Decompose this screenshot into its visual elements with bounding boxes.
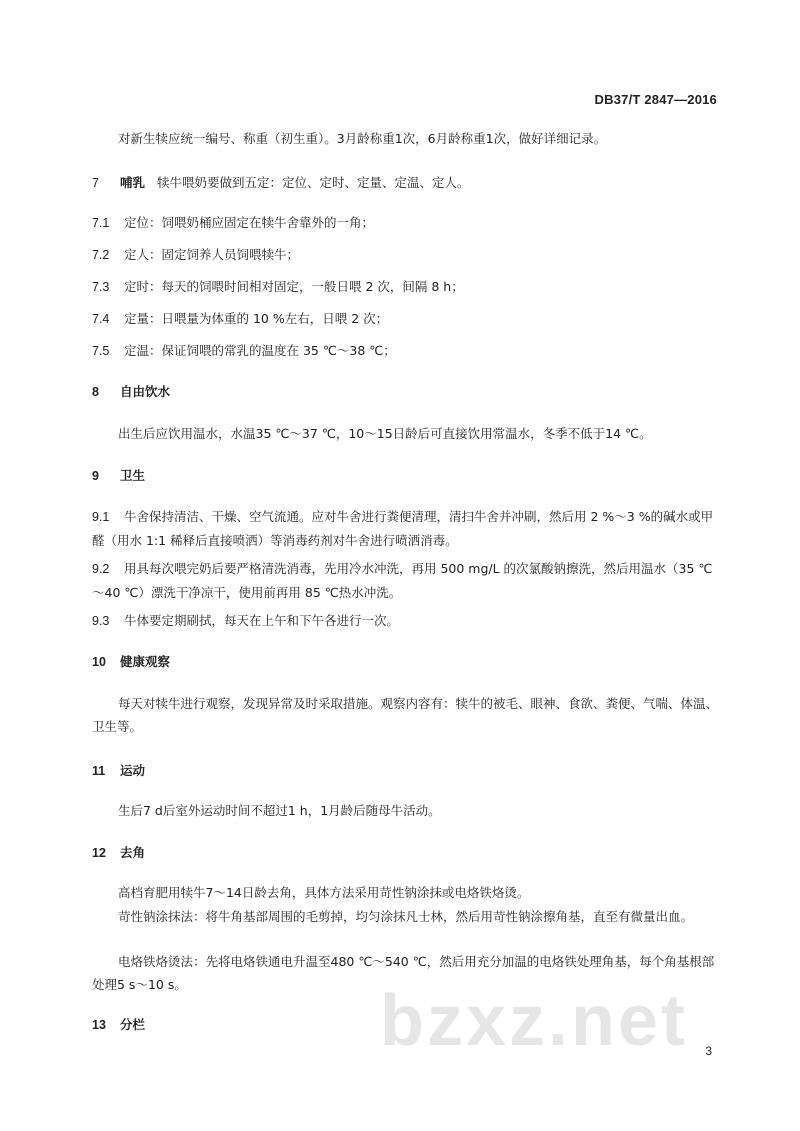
section-number: 8 <box>92 385 99 399</box>
section-title: 哺乳 <box>120 175 146 190</box>
clause-number: 7.3 <box>92 280 110 294</box>
section-12-p2: 苛性钠涂抹法：将牛角基部周围的毛剪掉，均匀涂抹凡士林，然后用苛性钠涂擦角基，直至有微量出血。 <box>118 909 694 924</box>
section-number: 10 <box>92 655 106 669</box>
document-code: DB37/T 2847—2016 <box>594 92 717 107</box>
section-number: 7 <box>92 176 99 190</box>
section-9-heading <box>92 465 722 487</box>
clause-7-2 <box>92 244 722 266</box>
clause-number: 7.5 <box>92 344 110 358</box>
section-number: 12 <box>92 846 106 860</box>
section-title: 分栏 <box>120 1017 146 1032</box>
clause-7-5 <box>92 340 722 362</box>
section-12-heading <box>92 842 722 864</box>
section-title: 卫生 <box>120 468 146 483</box>
clause-number: 7.1 <box>92 216 110 230</box>
clause-text: 牛舍保持清洁、干燥、空气流通。应对牛舍进行粪便清理，清扫牛舍并冲刷，然后用 2 %～3 %的碱水或甲醛（用水 1:1 稀释后直接喷洒）等消毒药剂对牛舍进行喷洒消毒。 <box>92 509 714 548</box>
clause-number: 7.2 <box>92 248 110 262</box>
section-8-heading <box>92 381 722 403</box>
clause-text: 定温：保证饲喂的常乳的温度在 35 ℃～38 ℃； <box>123 343 396 358</box>
section-number: 11 <box>92 764 106 778</box>
intro-paragraph: 对新生犊应统一编号、称重（初生重）。3月龄称重1次，6月龄称重1次，做好详细记录。 <box>118 131 607 146</box>
page-number: 3 <box>705 1044 712 1058</box>
section-number: 9 <box>92 469 99 483</box>
clause-text: 用具每次喂完奶后要严格清洗消毒，先用冷水冲洗，再用 500 mg/L 的次氯酸钠擦洗，然后用温水（35 ℃～40 ℃）漂洗干净凉干，使用前再用 85 ℃热水冲洗。 <box>92 561 713 600</box>
section-10-text: 每天对犊牛进行观察，发现异常及时采取措施。观察内容有：犊牛的被毛、眼神、食欲、粪便、气喘、体温、卫生等。 <box>92 696 719 734</box>
clause-text: 定位：饲喂奶桶应固定在犊牛舍靠外的一角； <box>123 215 374 230</box>
section-11-heading <box>92 760 722 782</box>
watermark: bzxz.net <box>380 981 689 1061</box>
clause-number: 7.4 <box>92 312 110 326</box>
clause-7-4 <box>92 308 722 330</box>
clause-number: 9.3 <box>92 614 110 628</box>
section-11-text: 生后7 d后室外运动时间不超过1 h，1月龄后随母牛活动。 <box>118 803 441 818</box>
section-7-heading <box>92 172 722 194</box>
clause-9-2 <box>92 557 722 604</box>
section-10-heading <box>92 651 722 673</box>
section-title: 去角 <box>120 845 146 860</box>
section-title: 健康观察 <box>120 654 171 669</box>
section-lead: 犊牛喂奶要做到五定：定位、定时、定量、定温、定人。 <box>156 175 470 190</box>
section-12-p1: 高档育肥用犊牛7～14日龄去角，具体方法采用苛性钠涂抹或电烙铁烙烫。 <box>118 885 530 900</box>
section-8-text: 出生后应饮用温水，水温35 ℃～37 ℃，10～15日龄后可直接饮用常温水，冬季不低于14 ℃。 <box>118 426 652 441</box>
clause-number: 9.2 <box>92 562 110 576</box>
section-number: 13 <box>92 1018 106 1032</box>
section-title: 运动 <box>120 763 146 778</box>
section-12-p3: 电烙铁烙烫法：先将电烙铁通电升温至480 ℃～540 ℃，然后用充分加温的电烙铁处理角基，每个角基根部处理5 s～10 s。 <box>92 954 715 992</box>
clause-9-3 <box>92 610 722 632</box>
clause-text: 定时：每天的饲喂时间相对固定，一般日喂 2 次，间隔 8 h； <box>123 279 464 294</box>
clause-text: 定人：固定饲养人员饲喂犊牛； <box>123 247 299 262</box>
clause-7-3 <box>92 276 722 298</box>
clause-9-1 <box>92 505 722 552</box>
clause-text: 牛体要定期刷拭，每天在上午和下午各进行一次。 <box>123 613 399 628</box>
section-title: 自由饮水 <box>120 384 171 399</box>
clause-7-1 <box>92 212 722 234</box>
clause-text: 定量：日喂量为体重的 10 %左右，日喂 2 次； <box>123 311 389 326</box>
clause-number: 9.1 <box>92 510 110 524</box>
